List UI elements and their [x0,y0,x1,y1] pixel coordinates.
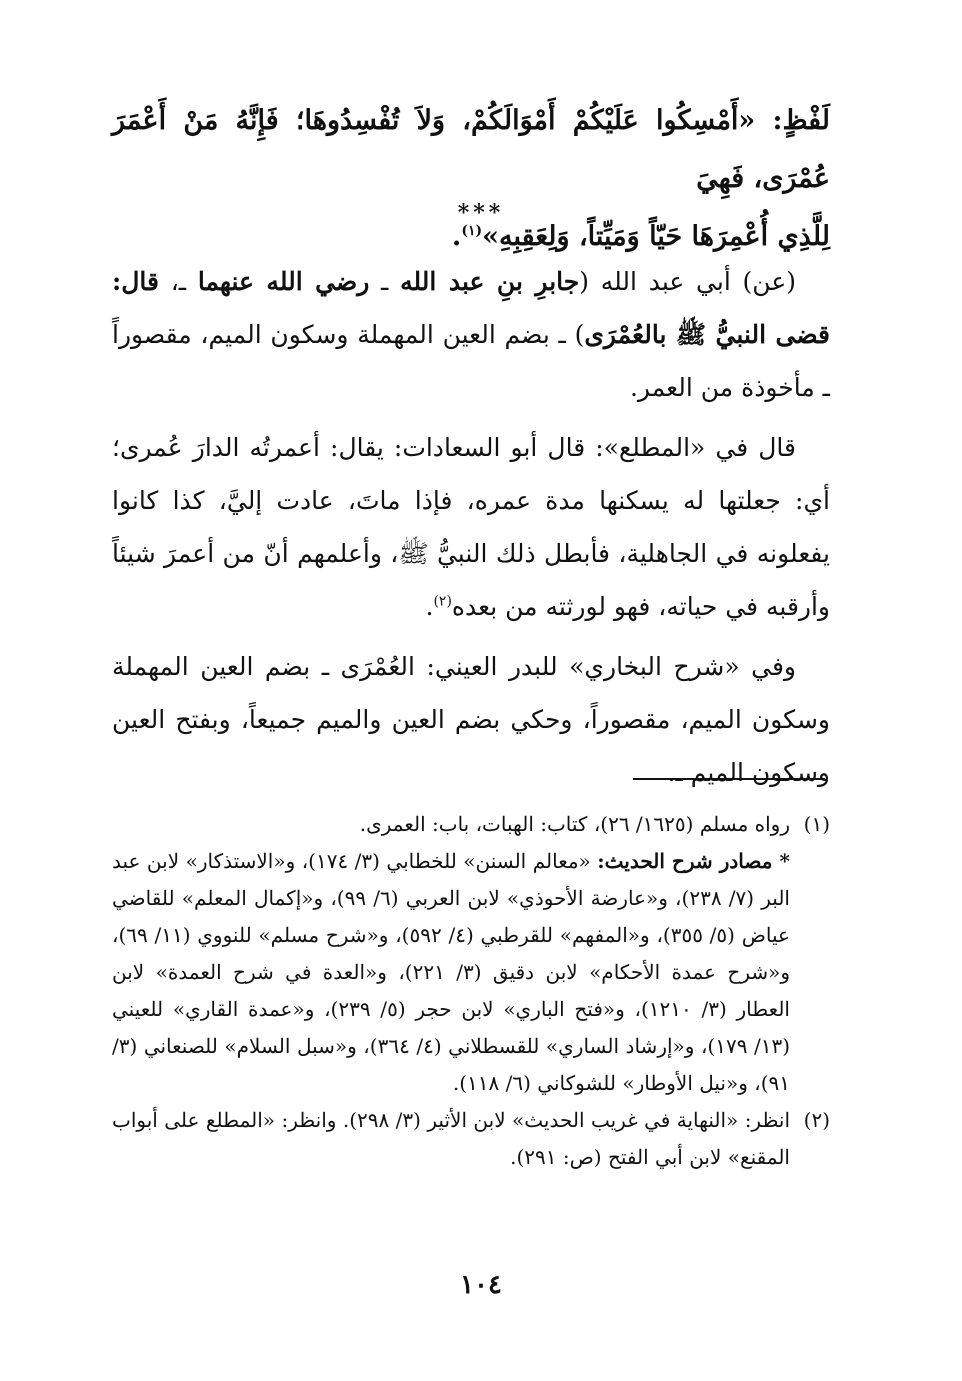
footnote-2 [112,1102,830,1176]
paragraph-2 [112,421,830,633]
commentary-body [112,255,830,806]
hadith-text-block [112,92,830,266]
footnote-1-sources [112,843,790,1102]
paragraph-3: وفي «شرح البخاري» للبدر العيني: العُمْرَى ـ بضم العين المهملة وسكون الميم، مقصوراً، وحكي بضم العين والميم جميعاً، وبفتح العين وسكون الميم ـ. [112,652,830,787]
section-separator: *** [457,200,505,226]
sources-text: «معالم السنن» للخطابي (٣/ ١٧٤)، و«الاستذكار» لابن عبد البر (٧/ ٢٣٨)، و«عارضة الأحوذي» لابن العربي (٦/ ٩٩)، و«إكمال المعلم» للقاضي عياض (٥/ ٣٥٥)، و«المفهم» للقرطبي (٤/ ٥٩٢)، و«شرح مسلم» للنووي (١١/ ٦٩)، و«شرح عمدة الأحكام» لابن دقيق (٣/ ٢٢١)، و«العدة في شرح العمدة» لابن العطار (٣/ ١٢١٠)، و«فتح الباري» لابن حجر (٥/ ٢٣٩)، و«عمدة القاري» للعيني (١٣/ ١٧٩)، و«إرشاد الساري» للقسطلاني (٤/ ٣٦٤)، و«سبل السلام» للصنعاني (٣/ ٩١)، و«نيل الأوطار» للشوكاني (٦/ ١١٨). [112,849,791,1095]
footnote-1-number: (١) [803,812,830,836]
hadith-line-2-text: لِلَّذِي أُعْمِرَهَا حَيّاً وَمَيِّتاً، وَلِعَقِبِهِ» [482,221,830,252]
footnote-ref-2[interactable]: (٢) [433,593,452,610]
p2-text: قال في «المطلع»: قال أبو السعادات: يقال: أعمرتُه الدارَ عُمرى؛ أي: جعلتها له يسكنها مدة عمره، فإذا ماتَ، عادت إليَّ، كذا كانوا يفعلونه في الجاهلية، فأبطل ذلك النبيُّ ﷺ، وأعلمهم أنّ من أعمرَ شيئاً وأرقبه في حياته، فهو لورثته من بعده [112,433,830,621]
p1-open: (عن) أبي عبد الله ( [579,267,796,296]
footnote-1-body [112,806,790,1102]
footnote-2-text: انظر: «النهاية في غريب الحديث» لابن الأثير (٣/ ٢٩٨). وانظر: «المطلع على أبواب المقنع» لابن أبي الفتح (ص: ٢٩١). [112,1108,790,1169]
paragraph-1 [112,255,830,414]
footnote-1 [112,806,830,1102]
page-number: ١٠٤ [460,1270,502,1300]
p1-narrator: جابرِ بنِ عبد الله [400,267,580,296]
p1-dash: ـ [369,267,401,296]
p2-end: . [425,592,434,621]
p1-blessing: رضي الله عنهما [197,267,370,296]
footnote-2-number: (٢) [803,1108,830,1132]
hadith-line-1: لَفْظٍ: «أَمْسِكُوا عَلَيْكُمْ أَمْوَالَكُمْ، وَلاَ تُفْسِدُوهَا؛ فَإِنَّهُ مَنْ أَعْمَرَ عُمْرَى، فَهِيَ [112,105,830,194]
sources-label: * مصادر شرح الحديث: [597,849,790,873]
hadith-line-2-end: . [451,221,462,252]
p1-hadith-phrase: قال: قضى النبيُّ ﷺ بالعُمْرَى [112,267,830,349]
p1-rest: ) ـ بضم العين المهملة وسكون الميم، مقصوراً ـ مأخوذة من العمر. [112,320,830,402]
footnote-1-line: رواه مسلم (١٦٢٥/ ٢٦)، كتاب: الهبات، باب: العمرى. [359,812,790,836]
footnote-ref-1[interactable]: (١) [461,223,483,239]
footnotes [112,806,830,1176]
footnote-2-body [112,1102,790,1176]
p1-mid: ـ، [158,267,198,296]
footnote-divider [633,778,825,780]
